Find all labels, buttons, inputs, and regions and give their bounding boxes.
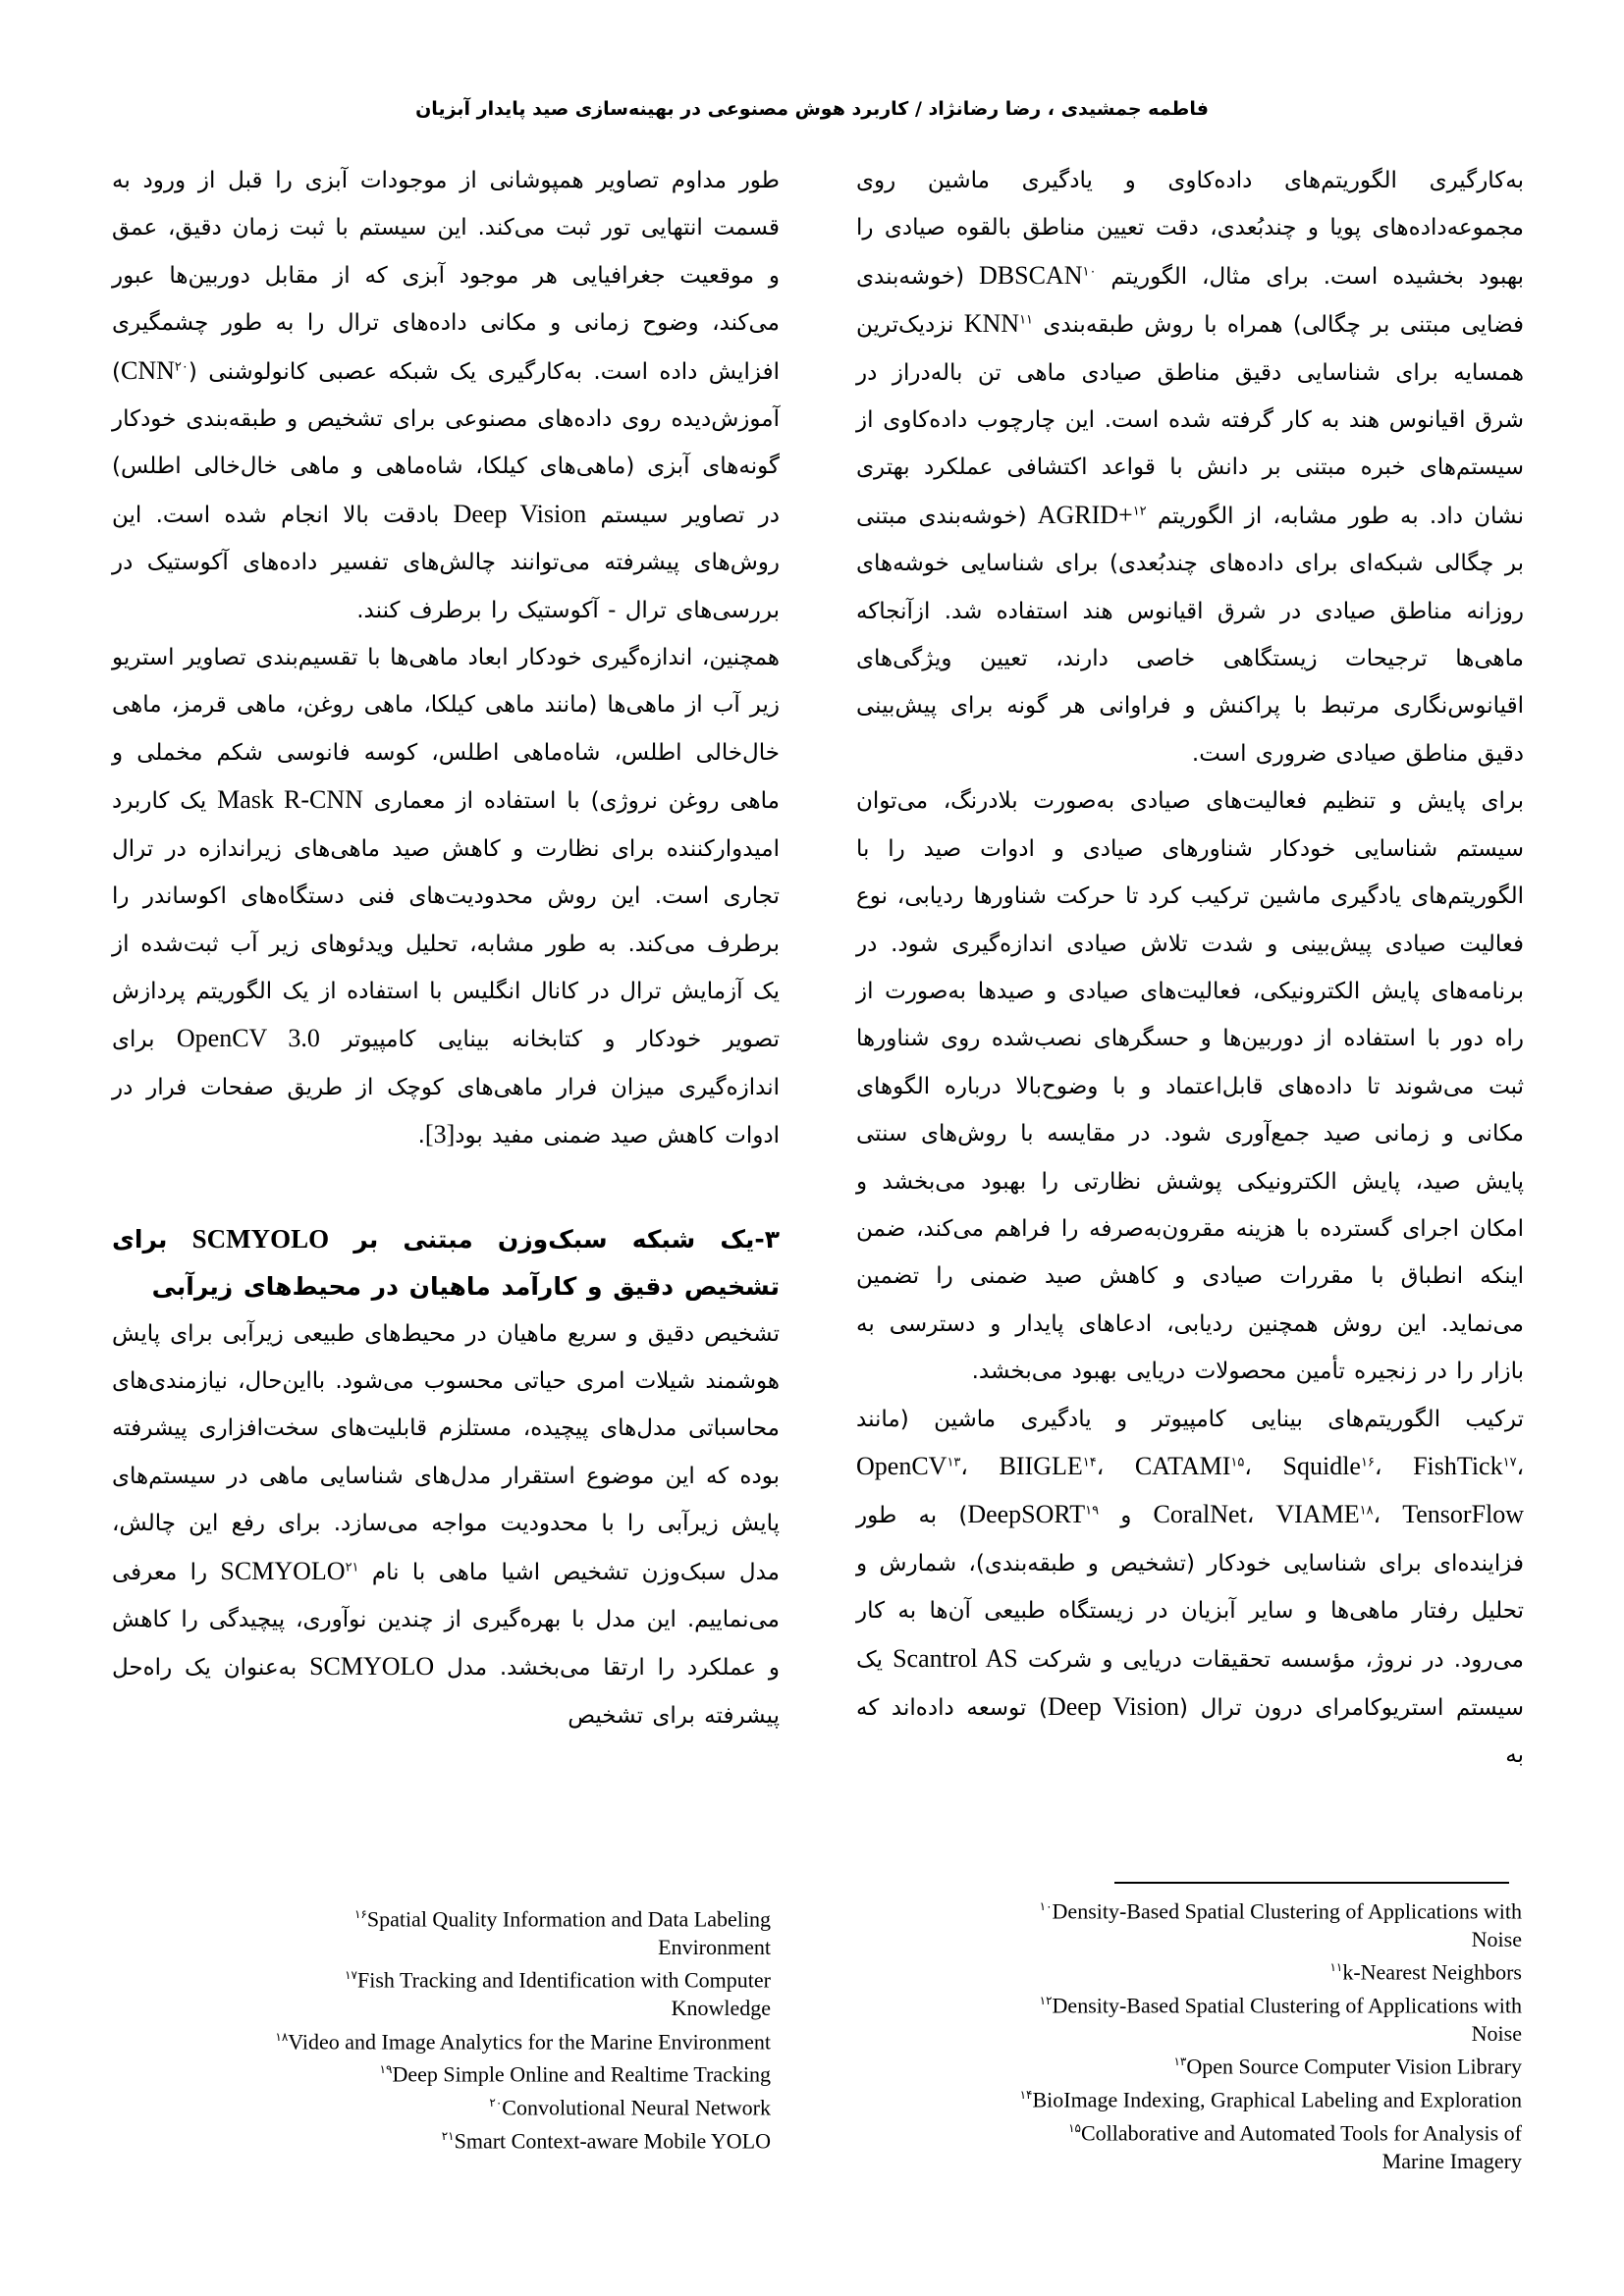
footnote-text-continuation: Noise xyxy=(1471,2020,1522,2046)
footnote-item xyxy=(864,2081,1522,2114)
footnote-text: Fish Tracking and Identification with Computer xyxy=(356,1967,771,1993)
footnote-number: ۱۰ xyxy=(1039,1899,1053,1913)
text-run: و xyxy=(1099,1503,1154,1529)
text-run: بادقت بالا انجام شده است. این روش‌های پیشرفته می‌توانند چالش‌های تفسیر داده‌های آکوستیک در بررسی‌های ترال - آکوستیک را برطرف کنند. xyxy=(112,502,780,623)
separator: ، xyxy=(1244,1454,1283,1480)
term-knn: KNN xyxy=(963,309,1020,339)
footnote-text: Density-Based Spatial Clustering of Applications with xyxy=(1052,1993,1522,2018)
text-run: (خوشه‌بندی مبتنی بر چگالی شبکه‌ای برای داده‌های چندبُعدی) برای شناسایی خوشه‌های روزانه مناطق صیادی در شرق اقیانوس هند استفاده شد. ازآنجاکه ماهی‌ها ترجیحات زیستگاهی خاصی دارند، تعیین ویژگی‌های اقیانوس‌نگاری مرتبط با پراکنش و فراوانی هر گونه برای پیش‌بینی دقیق مناطق صیادی ضروری است. xyxy=(856,503,1524,767)
footnote-item xyxy=(118,1900,771,1934)
footnote-text: Collaborative and Automated Tools for Analysis of xyxy=(1081,2120,1522,2146)
footnote-ref[interactable]: ۱۱ xyxy=(1019,312,1034,328)
separator: ، xyxy=(1516,1454,1525,1480)
footnote-item xyxy=(118,2056,771,2089)
footnote-text: Density-Based Spatial Clustering of Applications with xyxy=(1052,1898,1522,1924)
term-mask-rcnn: Mask R-CNN xyxy=(217,785,363,815)
footnote-text: Smart Context-aware Mobile YOLO xyxy=(454,2128,771,2154)
term-scmyolo: SCMYOLO xyxy=(220,1556,346,1585)
citation-link[interactable]: [3] xyxy=(424,1120,456,1149)
term-fishtick: FishTick xyxy=(1413,1451,1503,1480)
footnote-number: ۱۷ xyxy=(345,1968,357,1983)
term-deepsort: DeepSORT xyxy=(967,1500,1086,1529)
footnote-number: ۱۹ xyxy=(379,2062,393,2077)
text-run: ) آموزش‌دیده روی داده‌های مصنوعی برای تشخیص و طبقه‌بندی خودکار گونه‌های آبزی (ماهی‌های کیلکا، شاه‌ماهی و ماهی خال‌خالی اطلس) در تصاویر سیستم xyxy=(112,358,780,528)
footnote-text-continuation: Marine Imagery xyxy=(1381,2148,1522,2173)
term-agrid: AGRID+ xyxy=(1037,500,1133,529)
text-run: همچنین، اندازه‌گیری خودکار ابعاد ماهی‌ها با تقسیم‌بندی تصاویر استریو زیر آب از ماهی‌ها (مانند ماهی کیلکا، ماهی روغن، ماهی قرمز، ماهی خال‌خالی اطلس، شاه‌ماهی اطلس، کوسه فانوسی شکم مخملی و ماهی روغن نروژی) با استفاده از معماری xyxy=(112,645,781,815)
text-run: تشخیص دقیق و سریع ماهیان در محیط‌های طبیعی زیرآبی برای پایش هوشمند شیلات امری حیاتی محسوب می‌شود. بااین‌حال، نیازمندی‌های محاسباتی مدل‌های پیچیده، مستلزم قابلیت‌های سخت‌افزاری پیشرفته بوده که این موضوع استقرار مدل‌های شناسایی ماهی در سیستم‌های پایش زیرآبی را با محدودیت مواجه می‌سازد. برای رفع این چالش، مدل سبک‌وزن تشخیص اشیا ماهی با نام xyxy=(112,1320,780,1585)
text-run: طور مداوم تصاویر همپوشانی از موجودات آبزی را قبل از ورود به قسمت انتهایی تور ثبت می‌کند. این سیستم با ثبت زمان دقیق، عمق و موقعیت جغرافیایی هر موجود آبزی که از مقابل دوربین‌ها عبور می‌کند، وضوح زمانی و مکانی داده‌های ترال را به طور چشمگیری افزایش داده است. به‌کارگیری یک شبکه عصبی کانولوشنی ( xyxy=(112,168,780,385)
footnote-item xyxy=(118,2122,771,2156)
footnote-ref[interactable]: ۲۰ xyxy=(174,358,189,374)
footnote-text: Spatial Quality Information and Data Labeling xyxy=(366,1906,771,1932)
term-tensorflow: TensorFlow xyxy=(1402,1500,1525,1529)
footnote-item xyxy=(864,1987,1522,2020)
term-opencv-3: OpenCV 3.0 xyxy=(176,1024,320,1053)
term-cnn: CNN xyxy=(120,355,175,385)
paragraph xyxy=(112,1310,780,1740)
term-squidle: Squidle xyxy=(1282,1451,1361,1480)
text-run: ) توسعه داده‌اند که به xyxy=(856,1695,1524,1769)
footnotes-left xyxy=(118,1900,771,2156)
footnote-text-continuation: Environment xyxy=(658,1934,771,1959)
footnote-number: ۲۰ xyxy=(489,2096,503,2110)
heading-text: ۳-یک شبکه سبک‌وزن مبتنی بر xyxy=(329,1224,781,1254)
term-deep-vision: Deep Vision xyxy=(453,499,587,528)
footnote-number: ۱۱ xyxy=(1329,1960,1343,1975)
text-run: ترکیب الگوریتم‌های بینایی کامپیوتر و یادگیری ماشین (مانند xyxy=(856,1406,1524,1432)
paragraph xyxy=(112,157,780,634)
footnote-text: BioImage Indexing, Graphical Labeling and Exploration xyxy=(1032,2087,1522,2112)
footnote-number: ۱۲ xyxy=(1039,1994,1053,2008)
footnote-text-continuation: Noise xyxy=(1471,1926,1522,1951)
footnote-item xyxy=(864,1953,1522,1987)
footnote-text: Deep Simple Online and Realtime Tracking xyxy=(392,2061,771,2087)
footnote-ref[interactable]: ۱۲ xyxy=(1132,504,1147,519)
footnote-item xyxy=(118,1961,771,1995)
paragraph xyxy=(112,634,780,1159)
term-catami: CATAMI xyxy=(1134,1451,1231,1480)
text-run: برای اندازه‌گیری میزان فرار ماهی‌های کوچک از طریق صفحات فرار در ادوات کاهش صید ضمنی مفید بود xyxy=(112,1027,780,1149)
text-run: . xyxy=(417,1123,425,1149)
separator: ، xyxy=(1373,1503,1403,1529)
footnote-text: Video and Image Analytics for the Marine Environment xyxy=(288,2028,771,2054)
footnote-item xyxy=(864,2048,1522,2081)
running-header: فاطمه جمشیدی ، رضا رضانژاد / کاربرد هوش مصنوعی در بهینه‌سازی صید پایدار آبزیان xyxy=(415,98,1209,120)
footnote-ref[interactable]: ۱۴ xyxy=(1082,1455,1097,1470)
term-scantrol: Scantrol AS xyxy=(893,1643,1018,1673)
text-run: (خوشه‌بندی فضایی مبتنی بر چگالی) همراه با روش طبقه‌بندی xyxy=(856,263,1525,339)
text-run: به‌کارگیری الگوریتم‌های داده‌کاوی و یادگیری ماشین روی مجموعه‌داده‌های پویا و چندبُعدی، دقت تعیین مناطق بالقوه صیادی را بهبود بخشیده است. برای مثال، الگوریتم xyxy=(856,168,1525,290)
footnote-number: ۱۴ xyxy=(1019,2088,1033,2103)
paragraph xyxy=(856,1396,1524,1780)
footnote-ref[interactable]: ۱۳ xyxy=(947,1455,961,1470)
text-run: را معرفی می‌نماییم. این مدل با بهره‌گیری از چندین نوآوری، پیچیدگی را کاهش و عملکرد را ارتقا می‌بخشد. مدل xyxy=(112,1559,780,1682)
term-scmyolo: SCMYOLO xyxy=(191,1223,330,1254)
footnote-number: ۱۳ xyxy=(1173,2055,1187,2069)
footnote-ref[interactable]: ۲۱ xyxy=(345,1559,359,1575)
footnote-separator xyxy=(1114,1882,1509,1884)
term-opencv: OpenCV xyxy=(856,1451,947,1480)
footnote-item xyxy=(864,2114,1522,2148)
paragraph: برای پایش و تنظیم فعالیت‌های صیادی به‌صورت بلادرنگ، می‌توان سیستم شناسایی خودکار شناورهای صیادی و ادوات صید را با الگوریتم‌های یادگیری ماشین ترکیب کرد تا حرکت شناورها ردیابی، نوع فعالیت صیادی پیش‌بینی و شدت تلاش صیادی اندازه‌گیری شود. در برنامه‌های پایش الکترونیکی، فعالیت‌های صیادی و صیدها به‌صورت از راه دور با استفاده از دوربین‌ها و حسگرهای نصب‌شده روی شناورها ثبت می‌شوند تا داده‌های قابل‌اعتماد و با وضوح‌بالا درباره الگوهای مکانی و زمانی صید جمع‌آوری شود. در مقایسه با روش‌های سنتی پایش صید، پایش الکترونیکی پوشش نظارتی را بهبود می‌بخشد و امکان اجرای گسترده با هزینه مقرون‌به‌صرفه را فراهم می‌کند، ضمن اینکه انطباق با مقررات صیادی و کاهش صید ضمنی را تضمین می‌نماید. این روش همچنین ردیابی، ادعاهای پایدار و دسترسی به بازار را در زنجیره تأمین محصولات دریایی بهبود می‌بخشد. xyxy=(856,788,1524,1385)
text-run: به‌عنوان یک راه‌حل پیشرفته برای تشخیص xyxy=(112,1655,780,1729)
footnote-number: ۱۸ xyxy=(275,2029,289,2044)
left-column xyxy=(112,157,780,1739)
footnote-text: k-Nearest Neighbors xyxy=(1342,1959,1522,1985)
text-run: یک سیستم استریوکامرای درون ترال ( xyxy=(856,1646,1524,1721)
footnote-number: ۱۶ xyxy=(353,1907,367,1921)
separator: ، xyxy=(1246,1503,1276,1529)
paragraph xyxy=(856,157,1524,777)
text-run: یک کاربرد امیدوارکننده برای نظارت و کاهش صید ماهی‌های زیراندازه در ترال تجاری است. این روش محدودیت‌های فنی دستگاه‌های اکوساندر را برطرف می‌کند. به طور مشابه، تحلیل ویدئوهای زیر آب ثبت‌شده از یک آزمایش ترال در کانال انگلیس با استفاده از یک الگوریتم پردازش تصویر خودکار و کتابخانه بینایی کامپیوتر xyxy=(112,788,780,1053)
heading-text: برای تشخیص دقیق و کارآمد ماهیان در محیط‌های زیرآبی xyxy=(112,1224,780,1301)
footnote-ref[interactable]: ۱۵ xyxy=(1230,1455,1245,1470)
text-run: ) به طور فزاینده‌ای برای شناسایی خودکار (تشخیص و طبقه‌بندی)، شمارش و تحلیل رفتار ماهی‌ها و سایر آبزیان در زیستگاه طبیعی آن‌ها به کار می‌رود. در نروژ، مؤسسه تحقیقات دریایی و شرکت xyxy=(856,1503,1524,1673)
footnote-item xyxy=(118,2023,771,2056)
section-heading xyxy=(112,1215,780,1310)
footnote-number: ۲۱ xyxy=(441,2129,455,2144)
footnote-number: ۱۵ xyxy=(1068,2121,1081,2136)
footnote-text: Convolutional Neural Network xyxy=(502,2095,771,2120)
term-dbscan: DBSCAN xyxy=(979,260,1083,290)
separator: ، xyxy=(1374,1454,1414,1480)
right-column xyxy=(856,157,1524,1780)
term-coralnet: CoralNet xyxy=(1153,1500,1247,1529)
footnote-text-continuation: Knowledge xyxy=(671,1996,771,2021)
footnotes-right xyxy=(864,1893,1522,2175)
term-viame: VIAME xyxy=(1275,1500,1360,1529)
separator: ، xyxy=(1096,1454,1135,1480)
footnote-text: Open Source Computer Vision Library xyxy=(1186,2054,1522,2079)
term-scmyolo: SCMYOLO xyxy=(309,1652,435,1682)
footnote-item xyxy=(864,1893,1522,1926)
text-run: نزدیک‌ترین همسایه برای شناسایی دقیق مناطق صیادی ماهی تن باله‌دراز در شرق اقیانوس هند به کار گرفته شده است. این چارچوب داده‌کاوی از سیستم‌های خبره مبتنی بر دانش با قواعد اکتشافی عملکرد بهتری نشان داد. به طور مشابه، از الگوریتم xyxy=(856,312,1524,529)
term-deep-vision: Deep Vision xyxy=(1047,1692,1179,1721)
separator: ، xyxy=(960,1454,1000,1480)
footnote-ref[interactable]: ۱۶ xyxy=(1360,1455,1375,1470)
footnote-ref[interactable]: ۱۹ xyxy=(1085,1503,1100,1519)
footnote-item xyxy=(118,2089,771,2122)
footnote-ref[interactable]: ۱۸ xyxy=(1359,1503,1374,1519)
term-biigle: BIIGLE xyxy=(999,1451,1083,1480)
footnote-ref[interactable]: ۱۷ xyxy=(1502,1455,1517,1470)
footnote-ref[interactable]: ۱۰ xyxy=(1082,264,1097,280)
